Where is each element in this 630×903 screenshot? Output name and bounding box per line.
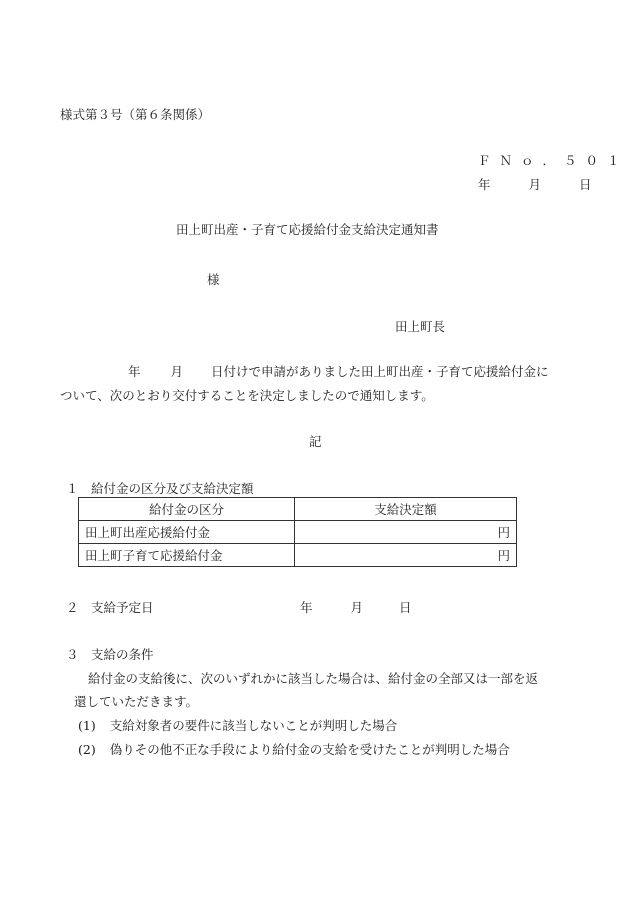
table-cell-amount: 円 [294, 521, 516, 544]
table-cell-amount: 円 [294, 544, 516, 567]
section-1-heading: １ 給付金の区分及び支給決定額 [66, 481, 254, 496]
condition-item-1 [78, 716, 397, 734]
issue-date [478, 175, 591, 193]
scheduled-day: 日 [398, 600, 412, 615]
condition-item-2 [78, 740, 510, 758]
intro-line-1-text: 日付けで申請がありました田上町出産・子育て応援給付金に [211, 364, 549, 379]
ki-label: 記 [309, 434, 322, 449]
condition-text: 支給対象者の要件に該当しないことが判明した場合 [109, 718, 398, 733]
issue-date-year: 年 [478, 177, 491, 192]
scheduled-month: 月 [350, 600, 363, 615]
table-header-amount: 支給決定額 [294, 498, 516, 521]
scheduled-date [300, 598, 411, 616]
intro-line-2: ついて、次のとおり交付することを決定しましたので通知します。 [60, 388, 434, 403]
table-row [79, 521, 517, 544]
section-3-line-1: 給付金の支給後に、次のいずれかに該当した場合は、給付金の全部又は一部を返 [88, 671, 539, 686]
intro-month: 月 [170, 364, 184, 379]
table-cell-category: 田上町子育て応援給付金 [79, 544, 295, 567]
form-label: 様式第３号（第６条関係） [60, 107, 211, 122]
table-header-row [79, 498, 517, 521]
issuer-name: 田上町長 [395, 319, 446, 334]
issue-date-day: 日 [578, 177, 592, 192]
intro-year: 年 [128, 364, 141, 379]
table-cell-category: 田上町出産応援給付金 [79, 521, 295, 544]
scheduled-year: 年 [300, 600, 313, 615]
section-3-line-2: 還していただきます。 [74, 694, 199, 709]
condition-number: (2) [78, 742, 96, 757]
issue-date-month: 月 [528, 177, 541, 192]
form-number: ＦＮｏ．５０１ [478, 153, 629, 168]
table-header-category: 給付金の区分 [79, 498, 295, 521]
amounts-table [78, 497, 517, 567]
intro-line-1 [128, 362, 549, 380]
section-2-heading: ２ 支給予定日 [66, 600, 154, 615]
addressee-suffix: 様 [207, 272, 220, 287]
condition-number: (1) [78, 718, 96, 733]
section-3-heading: ３ 支給の条件 [66, 647, 154, 662]
table-row [79, 544, 517, 567]
condition-text: 偽りその他不正な手段により給付金の支給を受けたことが判明した場合 [109, 742, 510, 757]
document-title: 田上町出産・子育て応援給付金支給決定通知書 [176, 222, 439, 237]
